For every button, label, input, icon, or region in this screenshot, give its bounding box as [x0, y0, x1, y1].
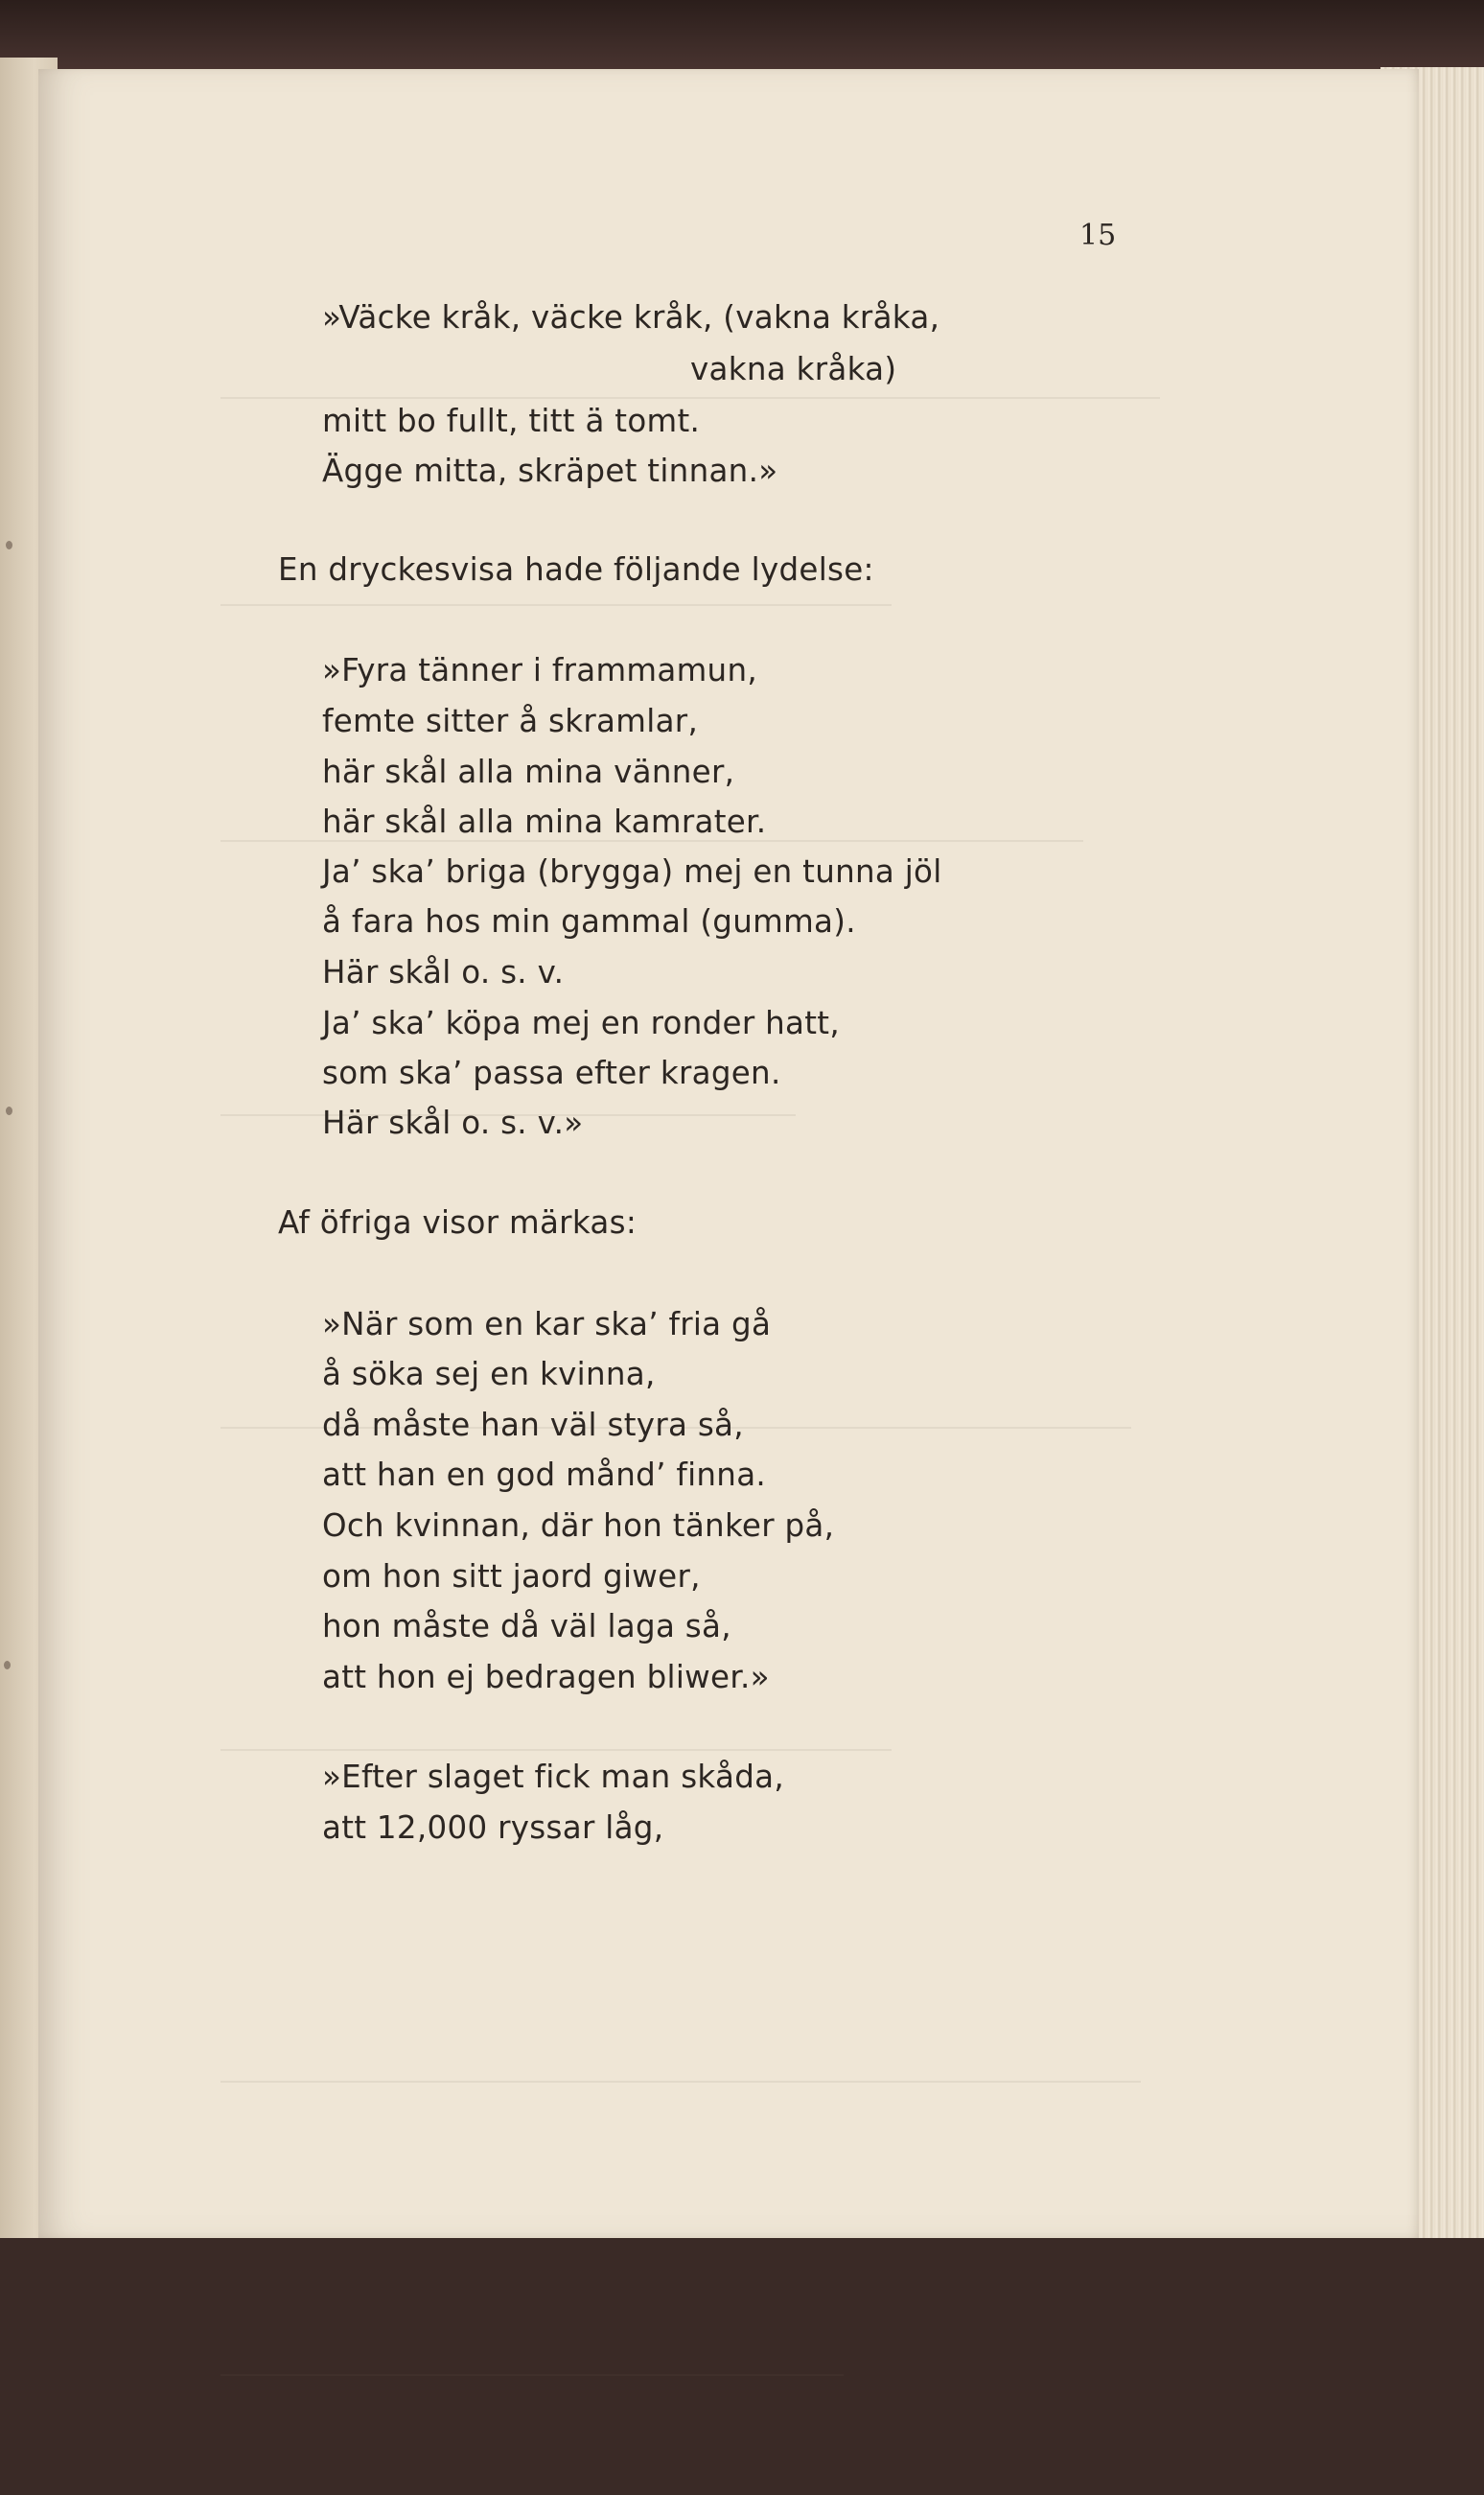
text-line: »När som en kar ska’ fria gå [322, 1306, 772, 1342]
page-number: 15 [1079, 219, 1117, 252]
text-line: å söka sej en kvinna, [322, 1356, 656, 1392]
text-line: »Efter slaget fick man skåda, [322, 1759, 784, 1795]
text-line: Ägge mitta, skräpet tinnan.» [322, 453, 778, 489]
text-line: vakna kråka) [690, 351, 897, 387]
text-line: En dryckesvisa hade följande lydelse: [278, 551, 874, 588]
text-line: å fara hos min gammal (gumma). [322, 903, 856, 940]
paper-speck [6, 541, 12, 549]
text-line: »Väcke kråk, väcke kråk, (vakna kråka, [322, 299, 940, 336]
book-cover-edge [0, 0, 1484, 75]
text-line: om hon sitt jaord giwer, [322, 1558, 701, 1595]
text-line: Af öfriga visor märkas: [278, 1204, 638, 1241]
paper-speck [6, 1107, 12, 1115]
text-line: hon måste då väl laga så, [322, 1608, 731, 1644]
text-line: femte sitter å skramlar, [322, 703, 699, 739]
text-line: att 12,000 ryssar låg, [322, 1809, 664, 1846]
text-line: Och kvinnan, där hon tänker på, [322, 1507, 835, 1544]
paper-speck [4, 1661, 11, 1669]
text-line: här skål alla mina vänner, [322, 754, 735, 790]
book-page [38, 69, 1419, 2238]
text-line: som ska’ passa efter kragen. [322, 1055, 781, 1091]
text-line: Här skål o. s. v. [322, 954, 565, 991]
text-line: här skål alla mina kamrater. [322, 804, 767, 840]
text-line: att hon ej bedragen bliwer.» [322, 1659, 770, 1695]
text-line: »Fyra tänner i frammamun, [322, 652, 757, 688]
text-line: Här skål o. s. v.» [322, 1105, 584, 1141]
text-line: då måste han väl styra så, [322, 1407, 744, 1443]
text-line: Ja’ ska’ köpa mej en ronder hatt, [322, 1005, 840, 1041]
text-line: Ja’ ska’ briga (brygga) mej en tunna jöl [322, 853, 942, 890]
text-line: mitt bo fullt, titt ä tomt. [322, 403, 701, 439]
text-line: att han en god månd’ finna. [322, 1457, 767, 1493]
